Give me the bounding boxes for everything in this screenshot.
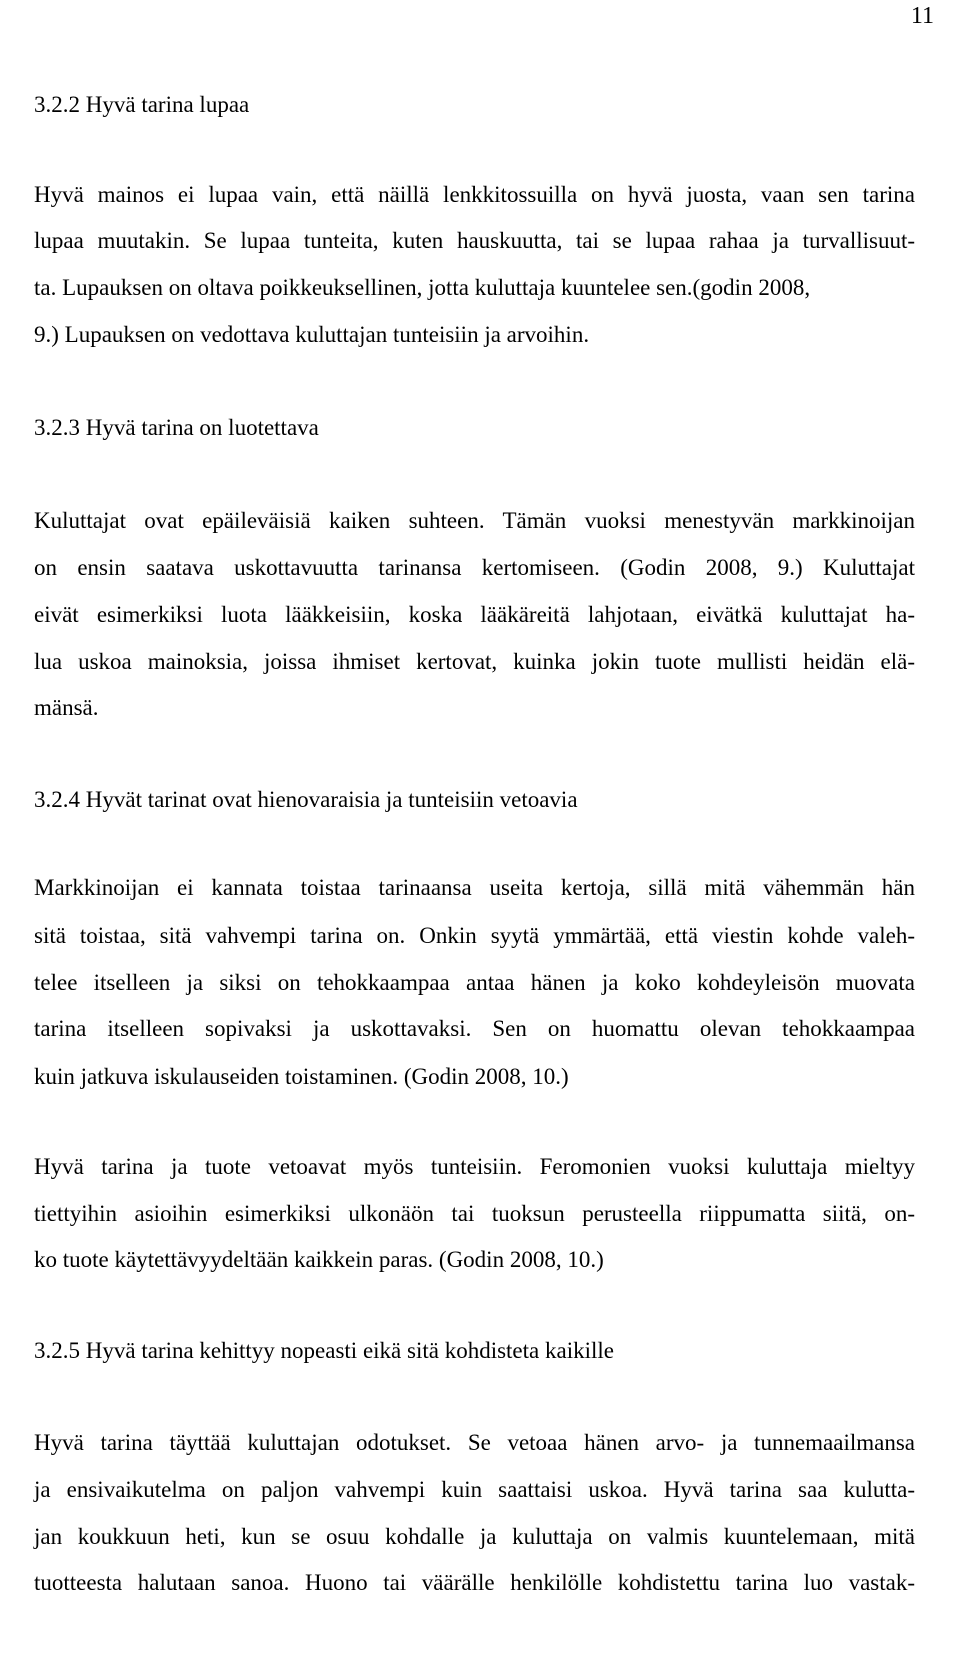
paragraph-line: tuotteesta halutaan sanoa. Huono tai väärälle henkilölle kohdistettu tarina luo vastak- (34, 1570, 915, 1595)
paragraph-line: Kuluttajat ovat epäileväisiä kaiken suhteen. Tämän vuoksi menestyvän markkinoijan (34, 508, 915, 533)
section-heading-3-2-5: 3.2.5 Hyvä tarina kehittyy nopeasti eikä sitä kohdisteta kaikille (34, 1338, 614, 1363)
paragraph-line: jan koukkuun heti, kun se osuu kohdalle ja kuluttaja on valmis kuuntelemaan, mitä (34, 1524, 915, 1549)
paragraph-line: lupaa muutakin. Se lupaa tunteita, kuten hauskuutta, tai se lupaa rahaa ja turvallisuut- (34, 228, 915, 253)
paragraph-line: telee itselleen ja siksi on tehokkaampaa antaa hänen ja koko kohdeyleisön muovata (34, 970, 915, 995)
paragraph-line: Hyvä mainos ei lupaa vain, että näillä lenkkitossuilla on hyvä juosta, vaan sen tarina (34, 182, 915, 207)
page-number: 11 (910, 3, 934, 29)
paragraph-line: tiettyihin asioihin esimerkiksi ulkonäön tai tuoksun perusteella riippumatta siitä, on- (34, 1201, 915, 1226)
paragraph-line: sitä toistaa, sitä vahvempi tarina on. Onkin syytä ymmärtää, että viestin kohde valeh- (34, 923, 915, 948)
paragraph-line: kuin jatkuva iskulauseiden toistaminen. (Godin 2008, 10.) (34, 1064, 569, 1089)
section-heading-3-2-4: 3.2.4 Hyvät tarinat ovat hienovaraisia ja tunteisiin vetoavia (34, 787, 578, 812)
section-heading-3-2-2: 3.2.2 Hyvä tarina lupaa (34, 92, 250, 117)
paragraph-line: ko tuote käytettävyydeltään kaikkein paras. (Godin 2008, 10.) (34, 1247, 604, 1272)
paragraph-line: on ensin saatava uskottavuutta tarinansa kertomiseen. (Godin 2008, 9.) Kuluttajat (34, 555, 915, 580)
paragraph-line: Hyvä tarina täyttää kuluttajan odotukset. Se vetoaa hänen arvo- ja tunnemaailmansa (34, 1430, 915, 1455)
paragraph-line: Hyvä tarina ja tuote vetoavat myös tunteisiin. Feromonien vuoksi kuluttaja mieltyy (34, 1154, 915, 1179)
paragraph-line: Markkinoijan ei kannata toistaa tarinaansa useita kertoja, sillä mitä vähemmän hän (34, 875, 915, 900)
paragraph-line: lua uskoa mainoksia, joissa ihmiset kertovat, kuinka jokin tuote mullisti heidän elä- (34, 649, 915, 674)
paragraph-line: 9.) Lupauksen on vedottava kuluttajan tunteisiin ja arvoihin. (34, 322, 590, 347)
paragraph-line: ta. Lupauksen on oltava poikkeuksellinen, jotta kuluttaja kuuntelee sen.(godin 2008, (34, 275, 811, 300)
paragraph-line: tarina itselleen sopivaksi ja uskottavaksi. Sen on huomattu olevan tehokkaampaa (34, 1016, 915, 1041)
section-heading-3-2-3: 3.2.3 Hyvä tarina on luotettava (34, 415, 319, 440)
paragraph-line: mänsä. (34, 695, 99, 720)
paragraph-line: ja ensivaikutelma on paljon vahvempi kuin saattaisi uskoa. Hyvä tarina saa kulutta- (34, 1477, 915, 1502)
paragraph-line: eivät esimerkiksi luota lääkkeisiin, koska lääkäreitä lahjotaan, eivätkä kuluttajat ha- (34, 602, 915, 627)
